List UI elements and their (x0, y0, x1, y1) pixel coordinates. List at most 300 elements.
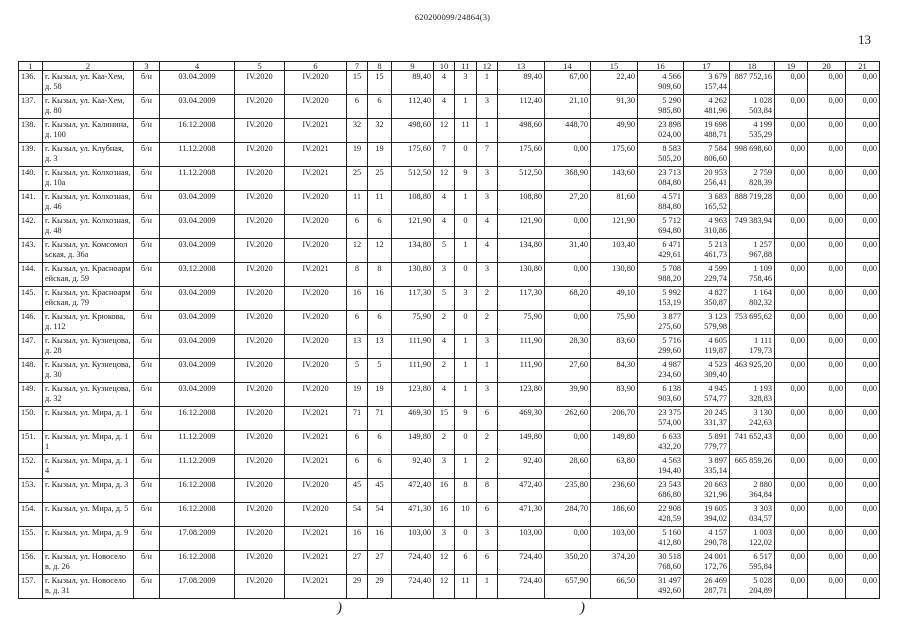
table-cell: 143. (19, 239, 43, 263)
table-cell: 71 (368, 407, 392, 431)
table-cell: 3 (477, 95, 498, 119)
table-cell: г. Кызыл, ул. Калинина, д. 100 (43, 119, 134, 143)
table-cell: 6 (347, 95, 368, 119)
table-cell: б/н (134, 551, 160, 575)
table-cell: 0,00 (846, 119, 880, 143)
table-cell: 0,00 (808, 311, 846, 335)
table-row (19, 383, 880, 407)
table-cell: IV.2020 (285, 71, 347, 95)
table-cell: б/н (134, 215, 160, 239)
table-cell: IV.2021 (285, 407, 347, 431)
table-cell: 8 (455, 479, 477, 503)
table-cell: 0,00 (846, 239, 880, 263)
table-cell: г. Кызыл, ул. Новоселов, д. 31 (43, 575, 134, 599)
table-cell: 45 (368, 479, 392, 503)
table-cell: 103,40 (591, 239, 638, 263)
table-cell: 0,00 (808, 95, 846, 119)
table-cell: 665 859,26 (730, 455, 775, 479)
table-cell: 5 290 985,80 (638, 95, 684, 119)
table-cell: 3 (455, 71, 477, 95)
table-cell: 5 708 988,20 (638, 263, 684, 287)
table-cell: 49,90 (591, 119, 638, 143)
column-number-row (19, 62, 880, 71)
table-cell: 1 109 758,46 (730, 263, 775, 287)
table-cell: 1 028 503,84 (730, 95, 775, 119)
table-cell: б/н (134, 263, 160, 287)
table-cell: 13 (368, 335, 392, 359)
table-cell: г. Кызыл, ул. Колхозная, д. 46 (43, 191, 134, 215)
table-cell: 4 (434, 71, 455, 95)
table-row (19, 215, 880, 239)
table-cell: IV.2020 (235, 215, 285, 239)
table-cell: 0,00 (775, 575, 808, 599)
table-cell: IV.2020 (235, 455, 285, 479)
column-number-cell: 14 (545, 62, 591, 71)
table-cell: б/н (134, 527, 160, 551)
table-cell: 4 523 309,40 (684, 359, 730, 383)
table-cell: 3 (434, 527, 455, 551)
table-cell: 92,40 (498, 455, 545, 479)
table-cell: 19 (347, 143, 368, 167)
table-cell: IV.2020 (235, 287, 285, 311)
table-cell: 20 663 321,96 (684, 479, 730, 503)
table-cell: 0,00 (775, 311, 808, 335)
table-cell: 11 (368, 191, 392, 215)
table-cell: 67,00 (545, 71, 591, 95)
table-cell: 0,00 (775, 239, 808, 263)
table-cell: г. Кызыл, ул. Мира, д. 11 (43, 431, 134, 455)
table-cell: 11.12.2009 (160, 431, 235, 455)
table-cell: IV.2020 (285, 95, 347, 119)
table-cell: IV.2020 (235, 527, 285, 551)
table-cell: 03.04.2009 (160, 71, 235, 95)
table-cell: 149,80 (392, 431, 434, 455)
table-cell: 117,30 (392, 287, 434, 311)
table-cell: 0,00 (775, 503, 808, 527)
table-cell: 0,00 (846, 383, 880, 407)
table-cell: 4 827 350,87 (684, 287, 730, 311)
table-cell: 103,00 (591, 527, 638, 551)
table-cell: 19 (368, 383, 392, 407)
table-cell: б/н (134, 287, 160, 311)
table-cell: 0,00 (846, 263, 880, 287)
table-cell: IV.2020 (235, 239, 285, 263)
table-cell: 6 (347, 215, 368, 239)
table-cell: б/н (134, 71, 160, 95)
table-cell: 146. (19, 311, 43, 335)
table-cell: 0,00 (846, 143, 880, 167)
table-cell: 0,00 (775, 167, 808, 191)
table-cell: IV.2021 (285, 119, 347, 143)
table-cell: б/н (134, 119, 160, 143)
table-cell: 4 571 884,80 (638, 191, 684, 215)
table-cell: 0 (455, 263, 477, 287)
table-cell: 2 759 828,39 (730, 167, 775, 191)
table-cell: 3 (477, 527, 498, 551)
table-cell: 4 (477, 215, 498, 239)
table-row (19, 287, 880, 311)
table-cell: г. Кызыл, ул. Клубная, д. 3 (43, 143, 134, 167)
table-cell: 83,90 (591, 383, 638, 407)
data-table (18, 61, 880, 599)
table-cell: 92,40 (392, 455, 434, 479)
table-cell: 11 (347, 191, 368, 215)
table-cell: 45 (347, 479, 368, 503)
table-row (19, 335, 880, 359)
table-cell: 0,00 (775, 383, 808, 407)
table-cell: 121,90 (392, 215, 434, 239)
table-cell: 30 518 768,60 (638, 551, 684, 575)
table-cell: 32 (347, 119, 368, 143)
table-cell: 1 (455, 359, 477, 383)
table-cell: 111,90 (392, 335, 434, 359)
table-cell: 4 (434, 191, 455, 215)
column-number-cell: 10 (434, 62, 455, 71)
table-cell: 16.12.2008 (160, 479, 235, 503)
table-cell: IV.2020 (285, 383, 347, 407)
table-cell: 16 (368, 287, 392, 311)
table-cell: 11.12.2009 (160, 455, 235, 479)
table-row (19, 143, 880, 167)
table-cell: 4 987 234,60 (638, 359, 684, 383)
table-cell: IV.2020 (235, 431, 285, 455)
table-cell: г. Кызыл, ул. Красноармейская, д. 59 (43, 263, 134, 287)
table-cell: 81,60 (591, 191, 638, 215)
table-cell: 5 716 299,60 (638, 335, 684, 359)
table-cell: 0,00 (775, 95, 808, 119)
table-cell: 175,60 (498, 143, 545, 167)
table-cell: 6 (477, 551, 498, 575)
table-cell: 4 (434, 95, 455, 119)
table-cell: IV.2020 (235, 143, 285, 167)
table-cell: 0,00 (808, 119, 846, 143)
table-cell: 469,30 (498, 407, 545, 431)
table-cell: 6 (347, 311, 368, 335)
table-cell: 27 (368, 551, 392, 575)
table-cell: 0,00 (545, 215, 591, 239)
table-row (19, 575, 880, 599)
table-cell: 83,60 (591, 335, 638, 359)
table-cell: 0,00 (846, 431, 880, 455)
table-cell: 130,80 (591, 263, 638, 287)
table-cell: 138. (19, 119, 43, 143)
table-cell: б/н (134, 167, 160, 191)
table-cell: 22 908 428,59 (638, 503, 684, 527)
table-cell: 25 (347, 167, 368, 191)
column-number-cell: 13 (498, 62, 545, 71)
table-cell: 17.08.2009 (160, 575, 235, 599)
table-cell: 23 543 686,80 (638, 479, 684, 503)
table-cell: 498,60 (498, 119, 545, 143)
table-cell: 151. (19, 431, 43, 455)
table-cell: 134,80 (498, 239, 545, 263)
table-cell: IV.2021 (285, 575, 347, 599)
table-cell: 3 (434, 455, 455, 479)
column-number-cell: 3 (134, 62, 160, 71)
table-cell: б/н (134, 575, 160, 599)
table-cell: 0,00 (808, 551, 846, 575)
table-cell: IV.2021 (285, 167, 347, 191)
table-cell: 4 945 574,77 (684, 383, 730, 407)
table-cell: IV.2020 (285, 287, 347, 311)
table-cell: 235,80 (545, 479, 591, 503)
table-cell: 998 698,60 (730, 143, 775, 167)
table-row (19, 455, 880, 479)
table-cell: 03.04.2009 (160, 239, 235, 263)
table-cell: 0,00 (775, 335, 808, 359)
table-cell: 887 752,16 (730, 71, 775, 95)
table-cell: 143,60 (591, 167, 638, 191)
table-cell: 149,80 (591, 431, 638, 455)
table-cell: 1 003 122,02 (730, 527, 775, 551)
table-cell: 25 (368, 167, 392, 191)
table-cell: 6 (347, 431, 368, 455)
table-row (19, 551, 880, 575)
table-cell: 4 (434, 335, 455, 359)
table-cell: 0,00 (808, 335, 846, 359)
table-cell: 0,00 (808, 191, 846, 215)
table-cell: IV.2020 (285, 359, 347, 383)
table-cell: 17.08.2009 (160, 527, 235, 551)
column-number-cell: 17 (684, 62, 730, 71)
table-cell: г. Кызыл, ул. Мира, д. 3 (43, 479, 134, 503)
table-cell: 4 963 310,86 (684, 215, 730, 239)
column-number-cell: 8 (368, 62, 392, 71)
table-cell: 0,00 (846, 287, 880, 311)
table-cell: 0,00 (545, 263, 591, 287)
table-cell: 10 (455, 503, 477, 527)
table-cell: 5 160 412,80 (638, 527, 684, 551)
table-cell: 3 897 335,14 (684, 455, 730, 479)
table-cell: 123,80 (498, 383, 545, 407)
table-cell: 0,00 (775, 431, 808, 455)
table-row (19, 71, 880, 95)
table-cell: 112,40 (392, 95, 434, 119)
table-cell: 2 (477, 455, 498, 479)
table-cell: 12 (434, 551, 455, 575)
column-number-cell: 7 (347, 62, 368, 71)
table-cell: 13 (347, 335, 368, 359)
table-cell: IV.2020 (235, 575, 285, 599)
table-cell: 32 (368, 119, 392, 143)
table-cell: 0,00 (808, 287, 846, 311)
table-cell: 1 (477, 575, 498, 599)
table-cell: IV.2020 (285, 479, 347, 503)
table-cell: 12 (347, 239, 368, 263)
table-cell: 03.04.2009 (160, 311, 235, 335)
table-cell: 1 (477, 119, 498, 143)
table-cell: 148. (19, 359, 43, 383)
table-cell: 4 (477, 239, 498, 263)
table-cell: 1 257 967,88 (730, 239, 775, 263)
table-cell: 31,40 (545, 239, 591, 263)
table-cell: 112,40 (498, 95, 545, 119)
column-number-cell: 15 (591, 62, 638, 71)
table-cell: 0,00 (775, 407, 808, 431)
table-cell: 5 028 204,89 (730, 575, 775, 599)
table-cell: 6 (368, 215, 392, 239)
table-cell: 6 633 432,20 (638, 431, 684, 455)
table-cell: 103,00 (392, 527, 434, 551)
table-cell: IV.2020 (235, 191, 285, 215)
table-cell: 3 130 242,63 (730, 407, 775, 431)
table-cell: 9 (455, 167, 477, 191)
column-number-cell: 20 (808, 62, 846, 71)
table-cell: 724,40 (498, 575, 545, 599)
table-cell: 0,00 (846, 359, 880, 383)
table-cell: 27,60 (545, 359, 591, 383)
table-cell: 23 375 574,00 (638, 407, 684, 431)
table-cell: г. Кызыл, ул. Кузнецова, д. 32 (43, 383, 134, 407)
table-cell: 71 (347, 407, 368, 431)
table-row (19, 479, 880, 503)
table-cell: 16.12.2008 (160, 551, 235, 575)
table-cell: 0,00 (846, 503, 880, 527)
table-cell: 121,90 (498, 215, 545, 239)
table-cell: 84,30 (591, 359, 638, 383)
table-cell: 0,00 (775, 71, 808, 95)
table-cell: 6 (368, 311, 392, 335)
table-cell: 186,60 (591, 503, 638, 527)
table-cell: 8 583 505,20 (638, 143, 684, 167)
table-cell: 149. (19, 383, 43, 407)
table-cell: 9 (455, 407, 477, 431)
table-cell: 0,00 (846, 551, 880, 575)
table-cell: 0,00 (808, 407, 846, 431)
table-row (19, 119, 880, 143)
table-row (19, 263, 880, 287)
table-cell: 28,30 (545, 335, 591, 359)
table-cell: IV.2020 (235, 479, 285, 503)
table-cell: 0,00 (775, 191, 808, 215)
table-cell: IV.2020 (285, 335, 347, 359)
table-cell: 139. (19, 143, 43, 167)
table-cell: 0,00 (808, 263, 846, 287)
table-cell: 0,00 (808, 215, 846, 239)
table-cell: 0,00 (775, 143, 808, 167)
table-cell: 16 (434, 503, 455, 527)
table-cell: г. Кызыл, ул. Мира, д. 5 (43, 503, 134, 527)
table-cell: IV.2020 (235, 359, 285, 383)
table-cell: 175,60 (392, 143, 434, 167)
table-cell: 0,00 (808, 503, 846, 527)
table-cell: IV.2020 (235, 167, 285, 191)
table-cell: 0,00 (775, 215, 808, 239)
table-cell: 6 (368, 95, 392, 119)
table-cell: 0,00 (545, 311, 591, 335)
table-cell: 0,00 (775, 287, 808, 311)
table-cell: 5 (347, 359, 368, 383)
table-cell: 1 164 802,32 (730, 287, 775, 311)
table-cell: 7 584 806,60 (684, 143, 730, 167)
table-cell: 724,40 (392, 551, 434, 575)
page-number: 13 (858, 32, 871, 47)
table-cell: 5 213 461,73 (684, 239, 730, 263)
table-cell: 3 679 157,44 (684, 71, 730, 95)
table-cell: IV.2021 (285, 263, 347, 287)
table-cell: 63,80 (591, 455, 638, 479)
table-cell: 0,00 (808, 167, 846, 191)
table-cell: 4 566 909,60 (638, 71, 684, 95)
column-number-cell: 21 (846, 62, 880, 71)
table-cell: 12 (434, 119, 455, 143)
table-cell: г. Кызыл, ул. Колхозная, д. 48 (43, 215, 134, 239)
table-cell: IV.2020 (285, 191, 347, 215)
table-cell: 6 (477, 503, 498, 527)
table-cell: 11 (455, 575, 477, 599)
table-cell: 0,00 (808, 575, 846, 599)
table-cell: 137. (19, 95, 43, 119)
table-cell: 0,00 (775, 479, 808, 503)
table-cell: 0,00 (846, 527, 880, 551)
table-cell: 1 193 328,83 (730, 383, 775, 407)
table-cell: 0,00 (808, 479, 846, 503)
table-cell: 54 (347, 503, 368, 527)
table-cell: 0 (455, 527, 477, 551)
table-cell: 1 (455, 239, 477, 263)
table-cell: 111,90 (498, 359, 545, 383)
table-cell: 3 (455, 287, 477, 311)
table-cell: 3 123 579,98 (684, 311, 730, 335)
table-cell: 724,40 (392, 575, 434, 599)
table-cell: 20 953 256,41 (684, 167, 730, 191)
table-cell: 54 (368, 503, 392, 527)
table-cell: IV.2021 (285, 527, 347, 551)
table-cell: 91,30 (591, 95, 638, 119)
table-cell: IV.2021 (285, 431, 347, 455)
table-cell: 469,30 (392, 407, 434, 431)
table-cell: 21,10 (545, 95, 591, 119)
table-cell: 03.04.2009 (160, 287, 235, 311)
table-cell: 156. (19, 551, 43, 575)
table-cell: 108,80 (498, 191, 545, 215)
table-cell: г. Кызыл, ул. Кузнецова, д. 30 (43, 359, 134, 383)
table-cell: IV.2020 (285, 311, 347, 335)
table-cell: 140. (19, 167, 43, 191)
column-number-cell: 16 (638, 62, 684, 71)
table-cell: 3 (477, 335, 498, 359)
table-cell: 8 (477, 479, 498, 503)
table-cell: 1 (455, 191, 477, 215)
table-row (19, 167, 880, 191)
table-cell: 8 (368, 263, 392, 287)
column-number-cell: 9 (392, 62, 434, 71)
table-cell: 4 563 194,40 (638, 455, 684, 479)
table-cell: г. Кызыл, ул. Колхозная, д. 10а (43, 167, 134, 191)
table-cell: б/н (134, 335, 160, 359)
table-cell: 31 497 492,60 (638, 575, 684, 599)
table-cell: 3 (477, 191, 498, 215)
document-id: 620200099/24864(3) (414, 12, 491, 22)
table-cell: 03.04.2009 (160, 215, 235, 239)
table-cell: 6 517 595,84 (730, 551, 775, 575)
table-cell: 103,00 (498, 527, 545, 551)
table-cell: 11.12.2008 (160, 143, 235, 167)
table-cell: 7 (477, 143, 498, 167)
table-cell: 4 (434, 215, 455, 239)
table-cell: 15 (368, 71, 392, 95)
table-cell: 16.12.2008 (160, 407, 235, 431)
column-number-cell: 19 (775, 62, 808, 71)
table-cell: 23 713 084,80 (638, 167, 684, 191)
table-cell: 4 199 535,29 (730, 119, 775, 143)
table-cell: 512,50 (392, 167, 434, 191)
table-cell: 49,10 (591, 287, 638, 311)
table-cell: 16 (347, 287, 368, 311)
table-cell: 0 (455, 215, 477, 239)
table-cell: 0,00 (808, 359, 846, 383)
table-cell: 471,30 (498, 503, 545, 527)
